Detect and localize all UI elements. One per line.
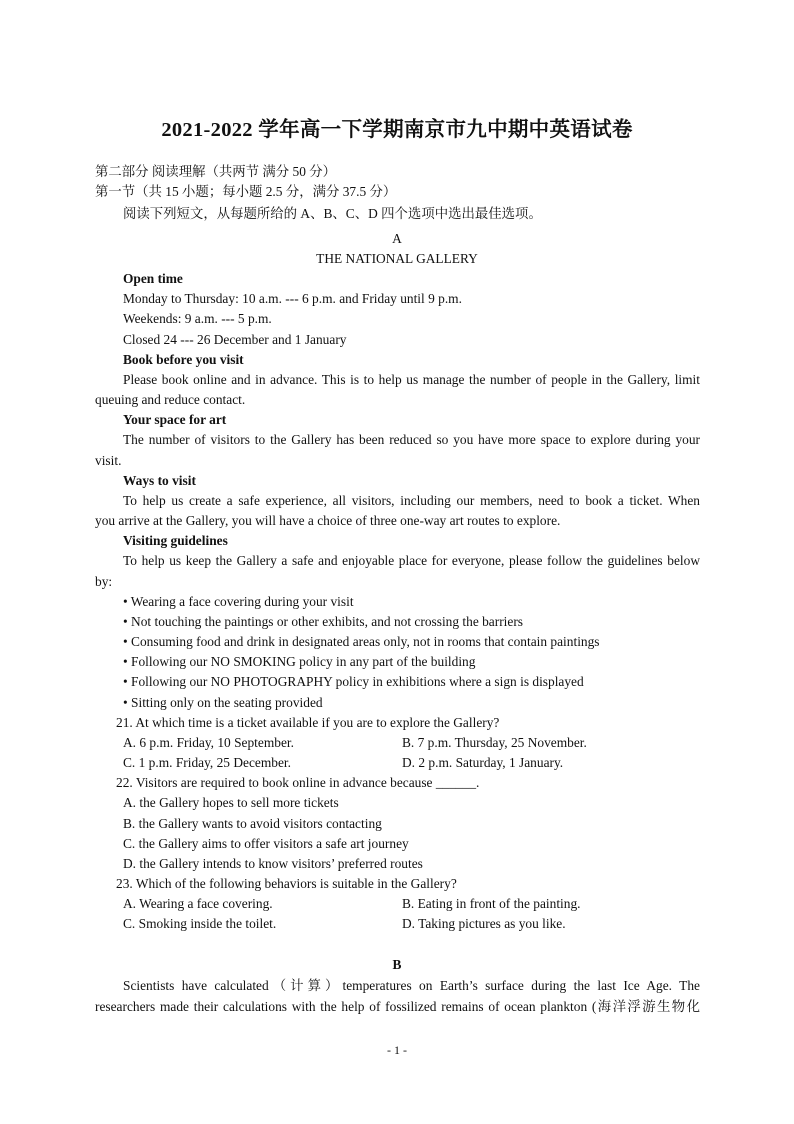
guidelines-text: To help us keep the Gallery a safe and enjoyable place for everyone, please follow the guidelines below <box>123 553 700 568</box>
guideline-item: • Following our NO SMOKING policy in any part of the building <box>123 654 476 669</box>
guidelines-heading: Visiting guidelines <box>123 533 228 548</box>
question-23-stem: 23. Which of the following behaviors is suitable in the Gallery? <box>116 876 457 891</box>
guideline-item: • Wearing a face covering during your visit <box>123 594 354 609</box>
question-23-option-a: A. Wearing a face covering. <box>123 896 273 911</box>
book-text: Please book online and in advance. This is to help us manage the number of people in the Gallery, limit <box>123 372 700 387</box>
passage-b-text: Scientists have calculated（计算）temperatures on Earth’s surface during the last Ice Age. The <box>123 978 700 993</box>
passage-a-label: A <box>392 231 402 246</box>
question-23-option-d: D. Taking pictures as you like. <box>402 916 566 931</box>
guideline-item: • Following our NO PHOTOGRAPHY policy in exhibitions where a sign is displayed <box>123 674 584 689</box>
guideline-item: • Consuming food and drink in designated areas only, not in rooms that contain paintings <box>123 634 600 649</box>
passage-a-heading: THE NATIONAL GALLERY <box>316 251 478 266</box>
space-text: The number of visitors to the Gallery has been reduced so you have more space to explore during your <box>123 432 700 447</box>
book-heading: Book before you visit <box>123 352 244 367</box>
question-23-option-b: B. Eating in front of the painting. <box>402 896 581 911</box>
question-22-option-b: B. the Gallery wants to avoid visitors contacting <box>123 816 382 831</box>
space-text: visit. <box>95 453 122 468</box>
part-heading: 第二部分 阅读理解（共两节 满分 50 分） <box>95 164 337 179</box>
instructions: 阅读下列短文，从每题所给的 A、B、C、D 四个选项中选出最佳选项。 <box>123 206 542 221</box>
question-21-option-d: D. 2 p.m. Saturday, 1 January. <box>402 755 564 770</box>
question-21-option-c: C. 1 p.m. Friday, 25 December. <box>123 755 291 770</box>
question-22-option-d: D. the Gallery intends to know visitors’ preferred routes <box>123 856 423 871</box>
guideline-item: • Sitting only on the seating provided <box>123 695 323 710</box>
guideline-item: • Not touching the paintings or other exhibits, and not crossing the barriers <box>123 614 524 629</box>
question-21-option-b: B. 7 p.m. Thursday, 25 November. <box>402 735 587 750</box>
question-22-stem: 22. Visitors are required to book online in advance because ______. <box>116 775 480 790</box>
open-time-line: Weekends: 9 a.m. --- 5 p.m. <box>123 311 272 326</box>
page-number: - 1 - <box>387 1043 407 1057</box>
open-time-line: Closed 24 --- 26 December and 1 January <box>123 332 347 347</box>
question-23-option-c: C. Smoking inside the toilet. <box>123 916 277 931</box>
question-22-option-a: A. the Gallery hopes to sell more tickets <box>123 795 339 810</box>
ways-text: you arrive at the Gallery, you will have a choice of three one-way art routes to explore. <box>95 513 561 528</box>
passage-b-text: researchers made their calculations with the help of fossilized remains of ocean plankton (海洋浮游生物化 <box>95 999 700 1014</box>
guidelines-text: by: <box>95 574 113 589</box>
ways-heading: Ways to visit <box>123 473 196 488</box>
space-heading: Your space for art <box>123 412 227 427</box>
ways-text: To help us create a safe experience, all visitors, including our members, need to book a ticket. When <box>123 493 700 508</box>
section-heading: 第一节（共 15 小题；每小题 2.5 分，满分 37.5 分） <box>95 184 397 199</box>
open-time-heading: Open time <box>123 271 183 286</box>
question-21-option-a: A. 6 p.m. Friday, 10 September. <box>123 735 294 750</box>
page-title: 2021-2022 学年高一下学期南京市九中期中英语试卷 <box>161 119 633 141</box>
book-text: queuing and reduce contact. <box>95 392 246 407</box>
question-22-option-c: C. the Gallery aims to offer visitors a safe art journey <box>123 836 409 851</box>
passage-b-label: B <box>392 957 402 972</box>
question-21-stem: 21. At which time is a ticket available if you are to explore the Gallery? <box>116 715 500 730</box>
open-time-line: Monday to Thursday: 10 a.m. --- 6 p.m. and Friday until 9 p.m. <box>123 291 462 306</box>
